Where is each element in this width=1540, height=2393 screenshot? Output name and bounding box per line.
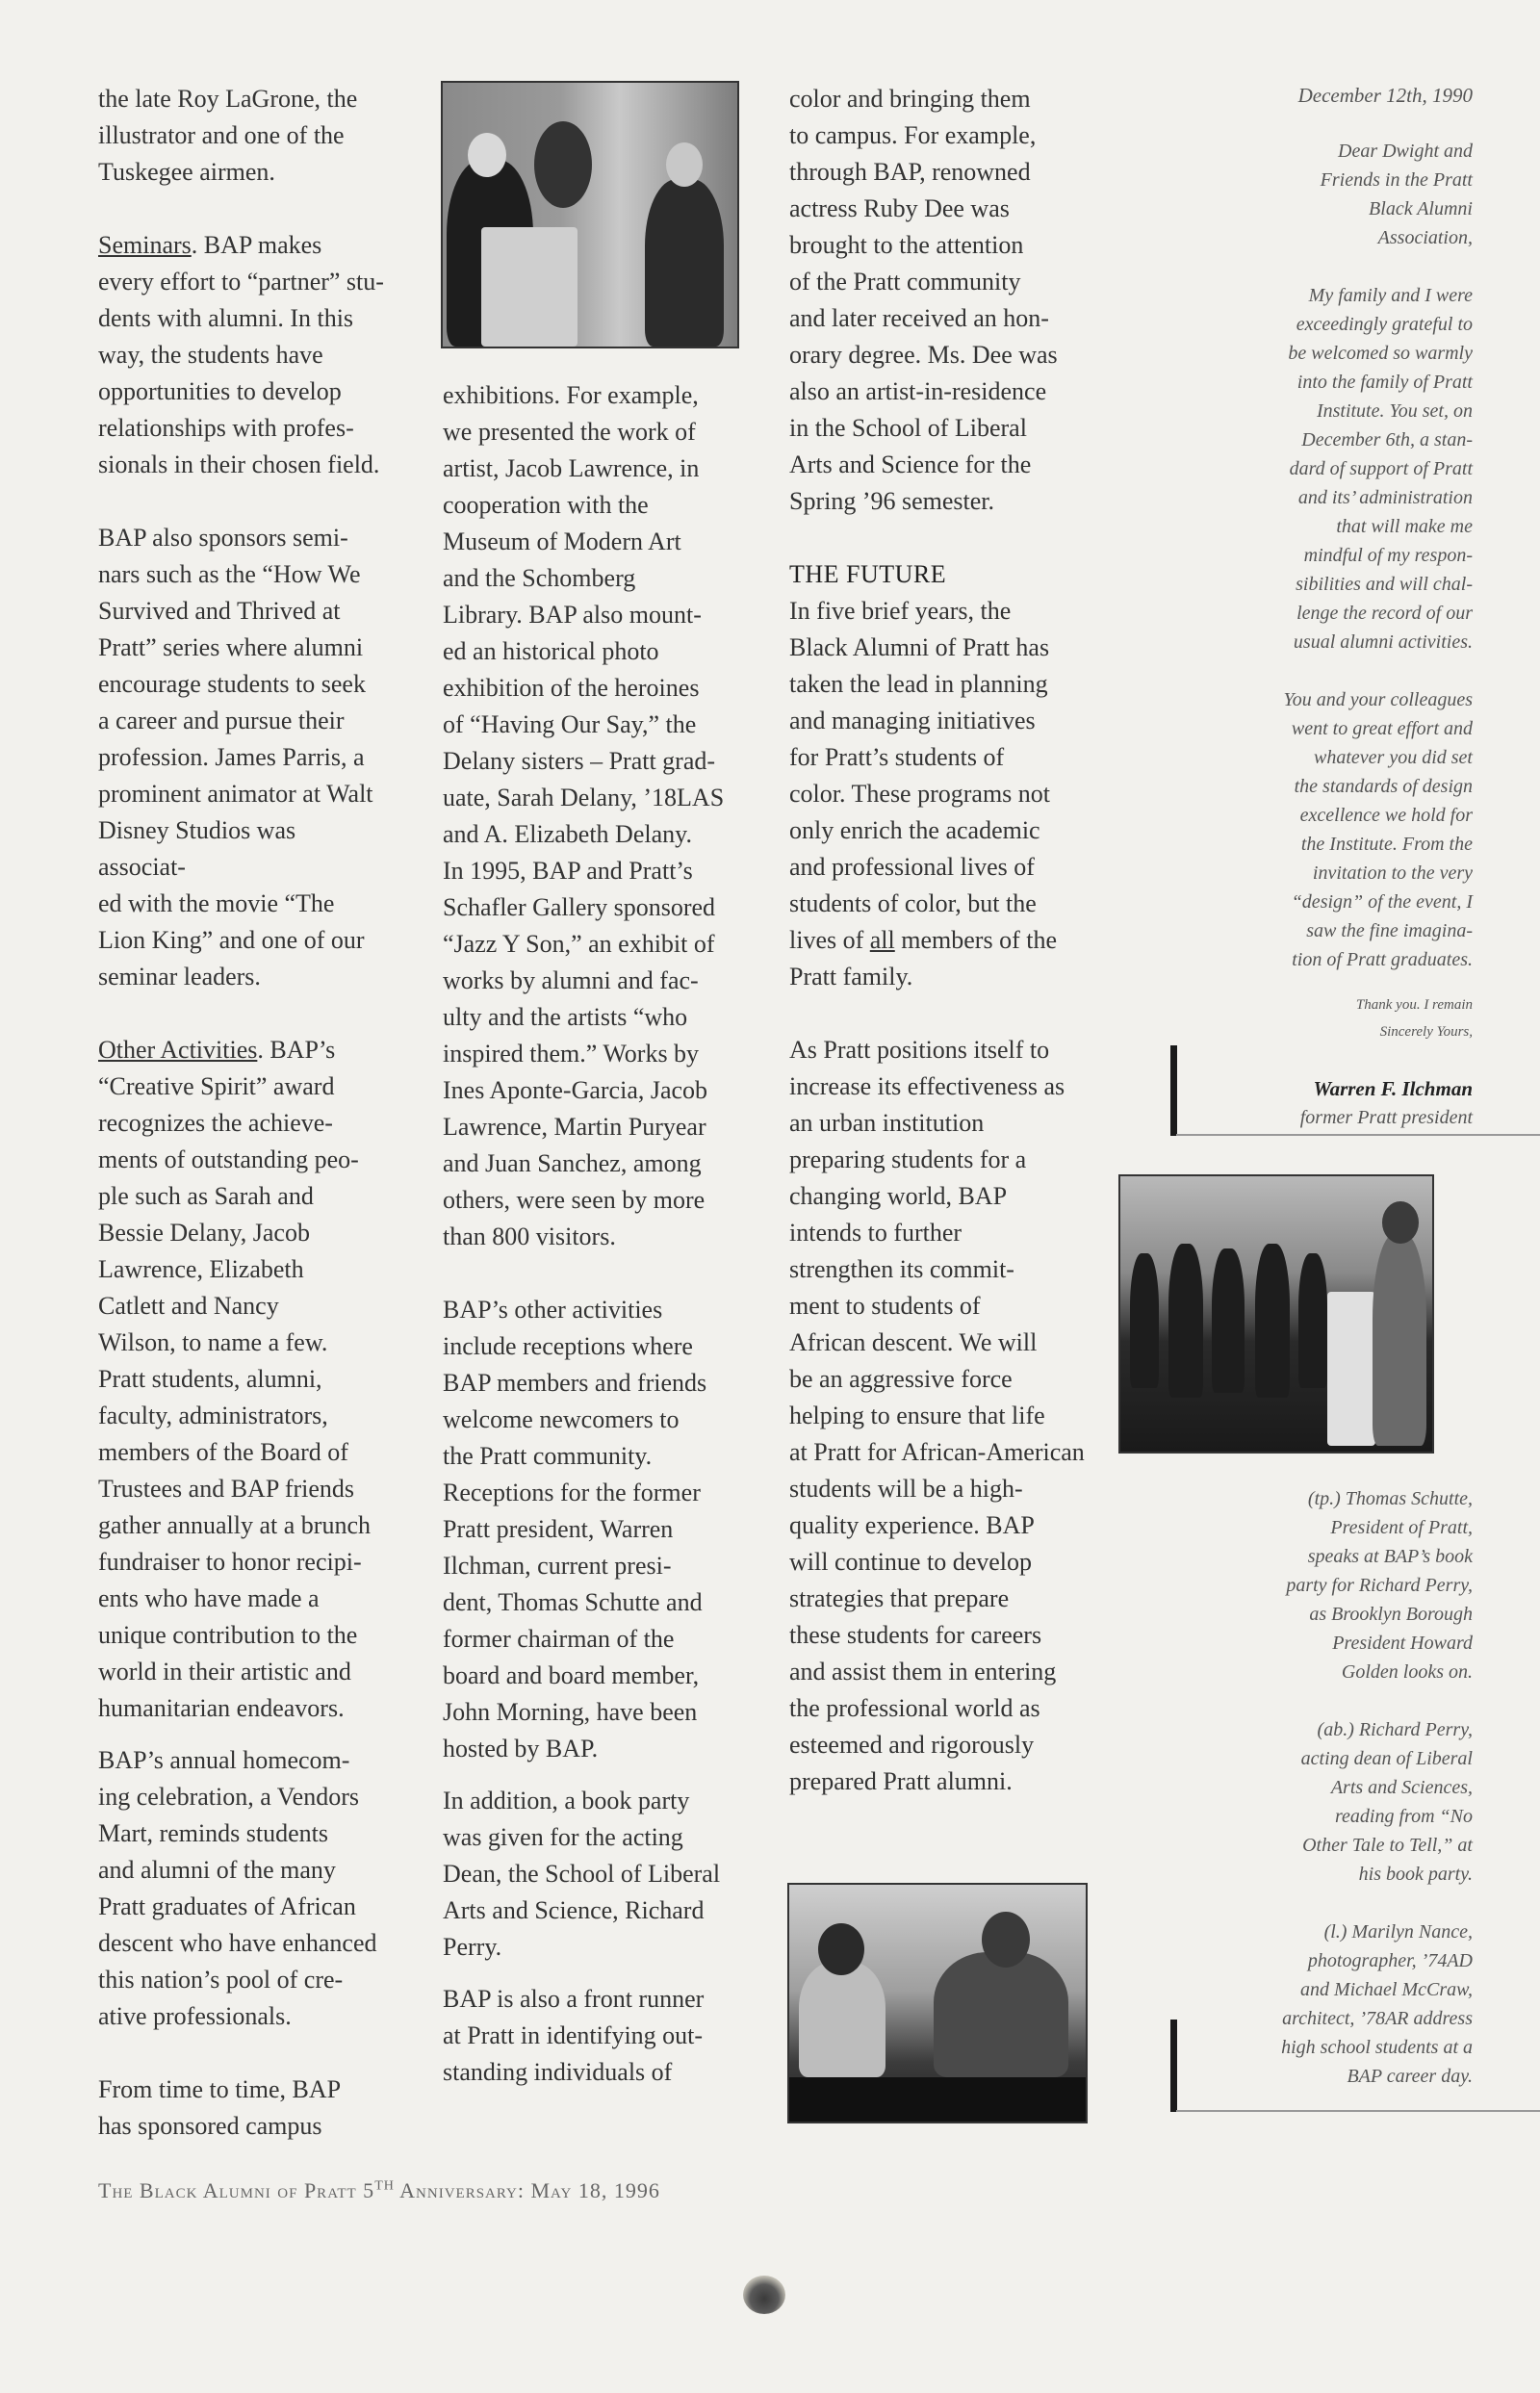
article-column-2: [443, 377, 741, 2127]
paragraph: BAP’s other activities include receptions where BAP members and friends welcome newcomers to the Pratt community. Receptions for the former Pratt president, Warren Ilchman, current presi- dent, Thomas Schutte and former chairman of the board and board member, John Morning, have been hosted by BAP.: [443, 1296, 707, 1763]
paragraph: [789, 593, 1088, 995]
emphasis-text: all: [869, 926, 895, 954]
section-heading-seminars: Seminars: [98, 231, 192, 259]
letter-date: December 12th, 1990: [1297, 84, 1473, 107]
letter-paragraph: You and your colleagues went to great effort and whatever you did set the standards of design excellence we hold for the Institute. From the invitation to the very “design” of the event, I saw the fine imagina- tion of Pratt graduates.: [1283, 689, 1473, 970]
paragraph: As Pratt positions itself to increase its effectiveness as an urban institution preparing students for a changing world, BAP intends to further strengthen its commit- ment to students of African descent. We will be an aggressive force helping to ensure that life at Pratt for African-American students will be a high- quality experience. BAP will continue to develop strategies that prepare these students for careers and assist them in entering the professional world as esteemed and rigorously prepared Pratt alumni.: [789, 1036, 1085, 1795]
caption-rule-vertical: [1170, 2020, 1177, 2112]
paragraph: BAP is also a front runner at Pratt in identifying out- standing individuals of: [443, 1985, 705, 2086]
punch-hole: [743, 2276, 785, 2314]
paragraph: [98, 227, 387, 483]
caption-above-photo: (ab.) Richard Perry, acting dean of Liberal Arts and Sciences, reading from “No Other Tale to Tell,” at his book party.: [1300, 1719, 1473, 1885]
caption-top-photo: (tp.) Thomas Schutte, President of Pratt, speaks at BAP’s book party for Richard Perry, as Brooklyn Borough President Howard Golden looks on.: [1286, 1488, 1473, 1683]
section-heading-other-activities: Other Activities: [98, 1036, 258, 1064]
paragraph-text: . BAP makes every effort to “partner” stu- dents with alumni. In this way, the students have opportunities to develop relationships with profes- sionals in their chosen field.: [98, 231, 384, 478]
page-footer: [98, 2178, 660, 2203]
letter-closing: Thank you. I remain Sincerely Yours,: [1355, 997, 1473, 1040]
signer-title: former Pratt president: [1299, 1107, 1473, 1128]
letter-salutation: Dear Dwight and Friends in the Pratt Black Alumni Association,: [1320, 141, 1473, 248]
paragraph: From time to time, BAP has sponsored campus: [98, 2075, 342, 2140]
article-column-3: [789, 81, 1088, 1837]
paragraph: exhibitions. For example, we presented the work of artist, Jacob Lawrence, in cooperation with the Museum of Modern Art and the Schomberg Library. BAP also mount- ed an historical photo exhibition of the heroines of “Having Our Say,” the Delany sisters – Pratt grad- uate, Sarah Delany, ’18LAS and A. Elizabeth Delany. In 1995, BAP and Pratt’s Schafler Gallery sponsored “Jazz Y Son,” an exhibit of works by alumni and fac- ulty and the artists “who inspired them.” Works by Ines Aponte-Garcia, Jacob Lawrence, Martin Puryear and Juan Sanchez, among others, were seen by more than 800 visitors.: [443, 381, 725, 1250]
caption-left-photo: (l.) Marilyn Nance, photographer, ’74AD and Michael McCraw, architect, ’78AR address high school students at a BAP career day.: [1281, 1921, 1473, 2087]
footer-text: Anniversary: May 18, 1996: [394, 2178, 660, 2202]
section-heading-the-future: THE FUTURE: [789, 560, 947, 588]
article-column-1: [98, 81, 387, 2181]
letter-signature: [1232, 1074, 1473, 1132]
letter-body: [1232, 137, 1473, 1003]
photo-career-day: [787, 1883, 1088, 2123]
footer-text: The Black Alumni of Pratt 5: [98, 2178, 375, 2202]
paragraph-text: . BAP’s “Creative Spirit” award recognizes the achieve- ments of outstanding peo- ple such as Sarah and Bessie Delany, Jacob Lawrence, Elizabeth Catlett and Nancy Wilson, to name a few. Pratt students, alumni, faculty, administrators, members of the Board of Trustees and BAP friends gather annually at a brunch fundraiser to honor recipi- ents who have made a unique contribution to the world in their artistic and humanitarian endeavors.: [98, 1036, 371, 1722]
paragraph-text: members of the Pratt family.: [789, 926, 1057, 991]
sidebar-rule-horizontal: [1176, 1134, 1540, 1136]
caption-rule-horizontal: [1176, 2110, 1540, 2112]
paragraph: [98, 1032, 387, 1727]
photo-speaker-podium: [441, 81, 739, 348]
photo-captions: [1242, 1484, 1473, 2120]
footer-superscript: TH: [374, 2178, 395, 2194]
paragraph: BAP’s annual homecom- ing celebration, a Vendors Mart, reminds students and alumni of the many Pratt graduates of African descent who have enhanced this nation’s pool of cre- ative professionals.: [98, 1746, 377, 2030]
letter-paragraph: My family and I were exceedingly grateful to be welcomed so warmly into the family of Pratt Institute. You set, on December 6th, a stan- dard of support of Pratt and its’ administration that will make me mindful of my respon- sibilities and will chal- lenge the record of our usual alumni activities.: [1288, 285, 1473, 653]
paragraph: In addition, a book party was given for the acting Dean, the School of Liberal Arts and Science, Richard Perry.: [443, 1787, 721, 1961]
photo-book-party: [1118, 1174, 1434, 1454]
paragraph: BAP also sponsors semi- nars such as the “How We Survived and Thrived at Pratt” series where alumni encourage students to seek a career and pursue their profession. James Parris, a prominent animator at Walt Disney Studios was associat- ed with the movie “The Lion King” and one of our seminar leaders.: [98, 524, 373, 991]
sidebar-rule-vertical: [1170, 1045, 1177, 1136]
paragraph: the late Roy LaGrone, the illustrator and one of the Tuskegee airmen.: [98, 85, 358, 186]
paragraph-text: In five brief years, the Black Alumni of Pratt has taken the lead in planning and managing initiatives for Pratt’s students of color. These programs not only enrich the academic and professional lives of students of color, but the lives of: [789, 597, 1051, 954]
signer-name: Warren F. Ilchman: [1313, 1077, 1473, 1100]
paragraph: color and bringing them to campus. For example, through BAP, renowned actress Ruby Dee was brought to the attention of the Pratt community and later received an hon- orary degree. Ms. Dee was also an artist-in-residence in the School of Liberal Arts and Science for the Spring ’96 semester.: [789, 85, 1058, 515]
